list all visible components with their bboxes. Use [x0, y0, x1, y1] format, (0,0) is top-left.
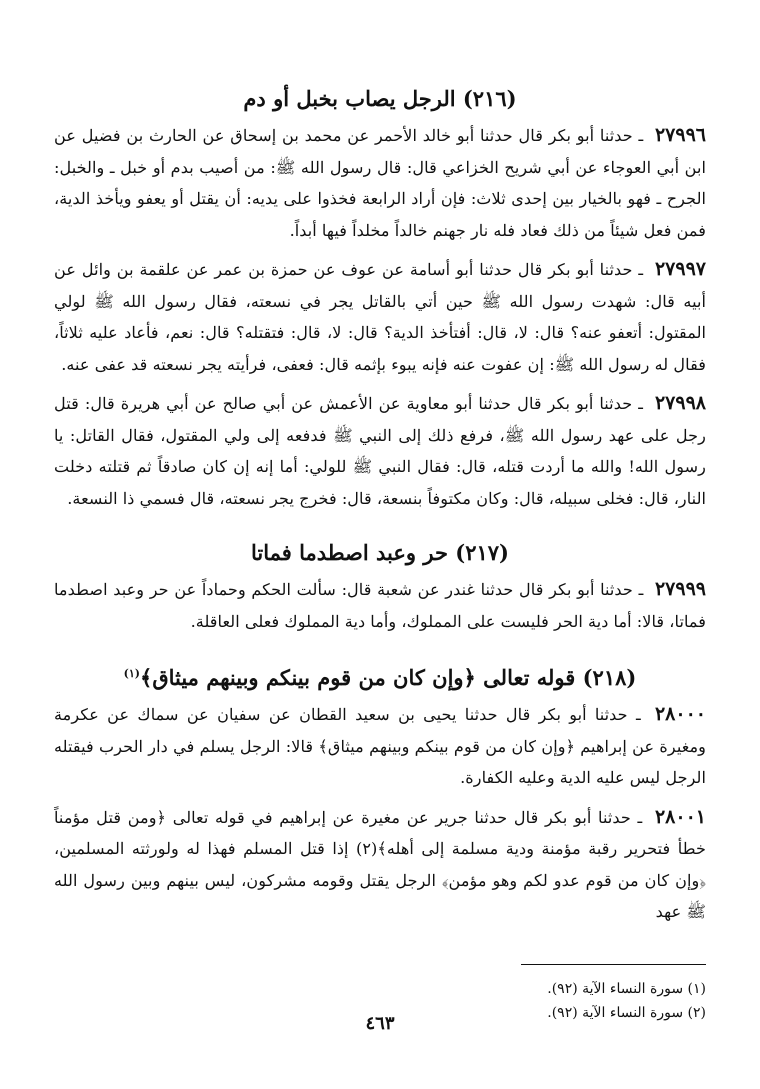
hadith-text: ـ حدثنا أبو بكر قال حدثنا غندر عن شعبة قال: سألت الحكم وحماداً عن حر وعبد اصطدما فماتا، قالا: أما دية الحر فليست على المملوك، وأما دية المملوك فعلى العاقلة.: [54, 580, 706, 631]
hadith-number: ٢٧٩٩٦: [654, 124, 706, 146]
hadith-paragraph: [54, 388, 706, 514]
hadith-number: ٢٧٩٩٧: [654, 258, 706, 280]
hadith-paragraph: [54, 699, 706, 794]
hadith-text: ـ حدثنا أبو بكر قال حدثنا أبو معاوية عن الأعمش عن أبي صالح عن أبي هريرة قال: قتل رجل على عهد رسول الله ﷺ، فرفع ذلك إلى النبي ﷺ فدفعه إلى ولي المقتول، فقال القاتل: يا رسول الله! والله ما أردت قتله، قال: فقال النبي ﷺ للولي: أما إنه إن كان صادقاً ثم قتلته دخلت النار، قال: فخلى سبيله، قال: وكان مكتوفاً بنسعة، قال: فخرج يجر نسعته، قال فسمي ذا النسعة.: [54, 394, 706, 508]
section-title-wrapper: [54, 659, 706, 693]
hadith-number: ٢٨٠٠٠: [654, 703, 706, 725]
hadith-number: ٢٧٩٩٩: [654, 578, 706, 600]
footnote-marker: (١): [123, 667, 141, 680]
hadith-paragraph: [54, 120, 706, 246]
hadith-text: ـ حدثنا أبو بكر قال حدثنا أبو أسامة عن عوف عن حمزة بن عمر عن علقمة بن وائل عن أبيه قال: شهدت رسول الله ﷺ حين أتي بالقاتل يجر في نسعته، فقال رسول الله ﷺ لولي المقتول: أتعفو عنه؟ قال: لا، قال: أفتأخذ الدية؟ قال: لا، قال: فتقتله؟ قال: نعم، فأعاد عليه ثلاثاً، فقال له رسول الله ﷺ: إن عفوت عنه فإنه يبوء بإثمه قال: فعفى، فرأيته يجر نسعته قد عفى عنه.: [54, 260, 706, 374]
footnote-divider: [521, 964, 706, 965]
section-title: (٢١٨) قوله تعالى ﴿وإن كان من قوم بينكم وبينهم ميثاق﴾: [140, 665, 637, 690]
footnote: (٢) سورة النساء الآية (٩٢).: [547, 1004, 706, 1021]
footnote: (١) سورة النساء الآية (٩٢).: [547, 980, 706, 997]
hadith-paragraph: [54, 254, 706, 380]
hadith-paragraph: [54, 574, 706, 637]
hadith-number: ٢٨٠٠١: [654, 805, 706, 828]
hadith-paragraph: [54, 802, 706, 928]
section-title: (٢١٧) حر وعبد اصطدما فماتا: [251, 540, 509, 565]
page-number: ٤٦٣: [365, 1013, 395, 1034]
hadith-number: ٢٧٩٩٨: [654, 392, 706, 414]
hadith-text: ـ حدثنا أبو بكر قال حدثنا أبو خالد الأحمر عن محمد بن إسحاق عن الحارث بن فضيل عن ابن أبي العوجاء عن أبي شريح الخزاعي قال: قال رسول الله ﷺ: من أصيب بدم أو خبل ـ والخبل: الجرح ـ فهو بالخيار بين إحدى ثلاث: فإن أراد الرابعة فخذوا على يديه: أن يقتل أو يعفو ويأخذ الدية، فمن فعل شيئاً من ذلك فعاد فله نار جهنم خالداً مخلداً فيها أبداً.: [54, 126, 706, 240]
section-title: (٢١٦) الرجل يصاب بخبل أو دم: [243, 86, 517, 111]
hadith-text: ـ حدثنا أبو بكر قال حدثنا جرير عن مغيرة عن إبراهيم في قوله تعالى ﴿ومن قتل مؤمناً خطأ فتحرير رقبة مؤمنة ودية مسلمة إلى أهله﴾(٢) إذا قتل المسلم فهذا له ولورثته المسلمين، ﴿وإن كان من قوم عدو لكم وهو مؤمن﴾ الرجل يقتل وقومه مشركون، ليس بينهم وبين رسول الله ﷺ عهد: [54, 807, 706, 921]
hadith-text: ـ حدثنا أبو بكر قال حدثنا يحيى بن سعيد القطان عن سفيان عن سماك عن عكرمة ومغيرة عن إبراهيم ﴿وإن كان من قوم بينكم وبينهم ميثاق﴾ قالا: الرجل يسلم في دار الحرب فيقتله الرجل ليس عليه الدية وعليه الكفارة.: [54, 705, 706, 787]
